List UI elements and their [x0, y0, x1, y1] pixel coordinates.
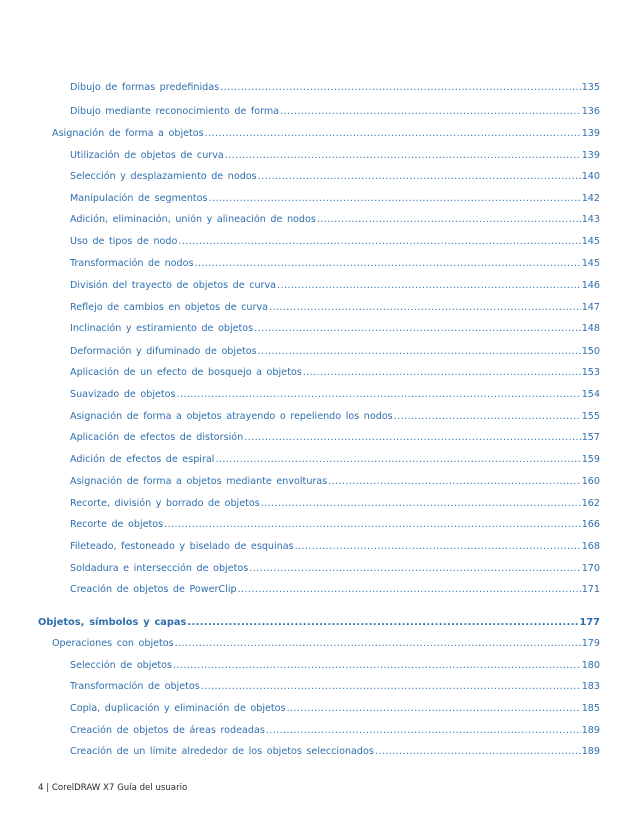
toc-entry-title[interactable]: Fileteado, festoneado y biselado de esquinas [70, 541, 294, 552]
toc-dot-leader [177, 389, 581, 401]
toc-entry-title[interactable]: Asignación de forma a objetos mediante envolturas [70, 476, 328, 487]
toc-dot-leader [244, 432, 580, 444]
toc-dot-leader [173, 660, 581, 672]
toc-entry-page[interactable]: 168 [581, 541, 600, 552]
toc-dot-leader [201, 681, 581, 693]
toc-entry-page[interactable]: 189 [581, 725, 600, 736]
toc-entry[interactable] [70, 454, 600, 466]
toc-dot-leader [258, 346, 581, 358]
toc-entry[interactable] [70, 681, 600, 693]
toc-dot-leader [220, 82, 581, 94]
toc-entry-title[interactable]: Soldadura e intersección de objetos [70, 563, 249, 574]
page-footer [38, 783, 187, 793]
toc-entry[interactable] [70, 746, 600, 758]
toc-entry[interactable] [70, 106, 600, 118]
toc-entry-title[interactable]: Transformación de objetos [70, 681, 200, 692]
toc-entry[interactable] [70, 725, 600, 737]
toc-entry-page[interactable]: 171 [581, 584, 600, 595]
toc-entry-title[interactable]: Aplicación de un efecto de bosquejo a objetos [70, 367, 302, 378]
toc-entry-page[interactable]: 185 [581, 703, 600, 714]
toc-entry-page[interactable]: 153 [581, 367, 600, 378]
toc-dot-leader [238, 584, 581, 596]
toc-entry-title[interactable]: Selección de objetos [70, 660, 172, 671]
toc-entry-title[interactable]: Creación de un límite alrededor de los objetos seleccionados [70, 746, 374, 757]
toc-entry-page[interactable]: 166 [581, 519, 600, 530]
toc-entry[interactable] [70, 476, 600, 488]
toc-dot-leader [303, 367, 581, 379]
toc-dot-leader [277, 280, 581, 292]
toc-entry-title[interactable]: Adición, eliminación, unión y alineación de nodos [70, 214, 316, 225]
toc-entry-title[interactable]: Inclinación y estiramiento de objetos [70, 323, 254, 334]
toc-dot-leader [269, 302, 581, 314]
toc-entry-page[interactable]: 160 [581, 476, 600, 487]
toc-entry[interactable] [70, 660, 600, 672]
toc-entry-page[interactable]: 155 [581, 411, 600, 422]
toc-entry-page[interactable]: 159 [581, 454, 600, 465]
toc-entry-page[interactable]: 145 [581, 236, 600, 247]
toc-dot-leader [266, 725, 581, 737]
toc-entry-title[interactable]: División del trayecto de objetos de curva [70, 280, 277, 291]
toc-entry-page[interactable]: 157 [581, 432, 600, 443]
toc-entry-page[interactable]: 170 [581, 563, 600, 574]
toc-dot-leader [280, 106, 581, 118]
toc-entry[interactable] [70, 236, 600, 248]
toc-entry-page[interactable]: 150 [581, 346, 600, 357]
footer-page-number: 4 [38, 783, 44, 793]
toc-dot-leader [175, 638, 581, 650]
toc-entry[interactable] [70, 302, 600, 314]
toc-dot-leader [164, 519, 581, 531]
footer-title: CorelDRAW X7 Guía del usuario [51, 783, 188, 793]
toc-entry-title[interactable]: Creación de objetos de PowerClip [70, 584, 237, 595]
toc-entry[interactable] [70, 193, 600, 205]
toc-entry[interactable] [70, 258, 600, 270]
toc-entry[interactable] [38, 617, 600, 629]
toc-entry-title[interactable]: Manipulación de segmentos [70, 193, 208, 204]
toc-entry-page[interactable]: 183 [581, 681, 600, 692]
toc-entry[interactable] [70, 280, 600, 292]
toc-entry-page[interactable]: 139 [581, 150, 600, 161]
toc-dot-leader [317, 214, 581, 226]
toc-entry-title[interactable]: Uso de tipos de nodo [70, 236, 178, 247]
toc-dot-leader [187, 617, 578, 629]
footer-separator: | [46, 783, 50, 793]
toc-entry-page[interactable]: 148 [581, 323, 600, 334]
toc-entry[interactable] [52, 638, 600, 650]
toc-entry[interactable] [70, 346, 600, 358]
toc-dot-leader [215, 454, 580, 466]
toc-entry[interactable] [70, 367, 600, 379]
toc-entry-title[interactable]: Objetos, símbolos y capas [38, 617, 187, 628]
toc-entry[interactable] [70, 432, 600, 444]
toc-dot-leader [261, 498, 581, 510]
toc-entry-title[interactable]: Transformación de nodos [70, 258, 194, 269]
toc-entry-title[interactable]: Suavizado de objetos [70, 389, 176, 400]
toc-entry-title[interactable]: Copia, duplicación y eliminación de objetos [70, 703, 286, 714]
toc-entry-page[interactable]: 140 [581, 171, 600, 182]
toc-entry-page[interactable]: 145 [581, 258, 600, 269]
toc-dot-leader [195, 258, 581, 270]
toc-entry-title[interactable]: Utilización de objetos de curva [70, 150, 224, 161]
toc-entry-title[interactable]: Dibujo de formas predefinidas [70, 82, 220, 93]
toc-entry-page[interactable]: 177 [579, 617, 600, 628]
toc-entry-page[interactable]: 147 [581, 302, 600, 313]
toc-dot-leader [225, 150, 581, 162]
toc-entry[interactable] [70, 541, 600, 553]
toc-entry-title[interactable]: Dibujo mediante reconocimiento de forma [70, 106, 280, 117]
toc-entry[interactable] [70, 150, 600, 162]
toc-entry[interactable] [70, 323, 600, 335]
toc-entry[interactable] [70, 82, 600, 94]
toc-dot-leader [328, 476, 580, 488]
toc-dot-leader [205, 128, 581, 140]
toc-entry-page[interactable]: 162 [581, 498, 600, 509]
toc-entry[interactable] [70, 703, 600, 715]
toc-dot-leader [209, 193, 581, 205]
toc-entry-title[interactable]: Aplicación de efectos de distorsión [70, 432, 244, 443]
toc-entry-page[interactable]: 142 [581, 193, 600, 204]
toc-entry-page[interactable]: 143 [581, 214, 600, 225]
toc-entry[interactable] [70, 214, 600, 226]
toc-entry[interactable] [70, 498, 600, 510]
toc-entry-title[interactable]: Operaciones con objetos [52, 638, 174, 649]
toc-entry-title[interactable]: Creación de objetos de áreas rodeadas [70, 725, 265, 736]
toc-entry-page[interactable]: 179 [581, 638, 600, 649]
toc-dot-leader [249, 563, 580, 575]
toc-entry[interactable] [70, 519, 600, 531]
toc-entry-page[interactable]: 135 [581, 82, 600, 93]
toc-entry[interactable] [70, 563, 600, 575]
toc-dot-leader [375, 746, 581, 758]
toc-entry-page[interactable]: 146 [581, 280, 600, 291]
toc-dot-leader [295, 541, 581, 553]
toc-entry-title[interactable]: Selección y desplazamiento de nodos [70, 171, 257, 182]
toc-entry-page[interactable]: 139 [581, 128, 600, 139]
toc-entry-page[interactable]: 154 [581, 389, 600, 400]
toc-dot-leader [254, 323, 581, 335]
toc-entry[interactable] [70, 411, 600, 423]
toc-entry-title[interactable]: Recorte, división y borrado de objetos [70, 498, 260, 509]
toc-entry-page[interactable]: 189 [581, 746, 600, 757]
toc-entry-page[interactable]: 136 [581, 106, 600, 117]
toc-entry-title[interactable]: Asignación de forma a objetos [52, 128, 204, 139]
toc-dot-leader [287, 703, 581, 715]
toc-entry-title[interactable]: Recorte de objetos [70, 519, 164, 530]
toc-entry-title[interactable]: Deformación y difuminado de objetos [70, 346, 257, 357]
toc-entry[interactable] [70, 584, 600, 596]
toc-entry-title[interactable]: Asignación de forma a objetos atrayendo o repeliendo los nodos [70, 411, 393, 422]
toc-entry[interactable] [70, 389, 600, 401]
toc-entry[interactable] [70, 171, 600, 183]
toc-entry-title[interactable]: Reflejo de cambios en objetos de curva [70, 302, 269, 313]
toc-entry-title[interactable]: Adición de efectos de espiral [70, 454, 215, 465]
toc-entry-page[interactable]: 180 [581, 660, 600, 671]
toc-dot-leader [258, 171, 581, 183]
toc-dot-leader [394, 411, 581, 423]
toc-dot-leader [178, 236, 580, 248]
toc-entry[interactable] [52, 128, 600, 140]
